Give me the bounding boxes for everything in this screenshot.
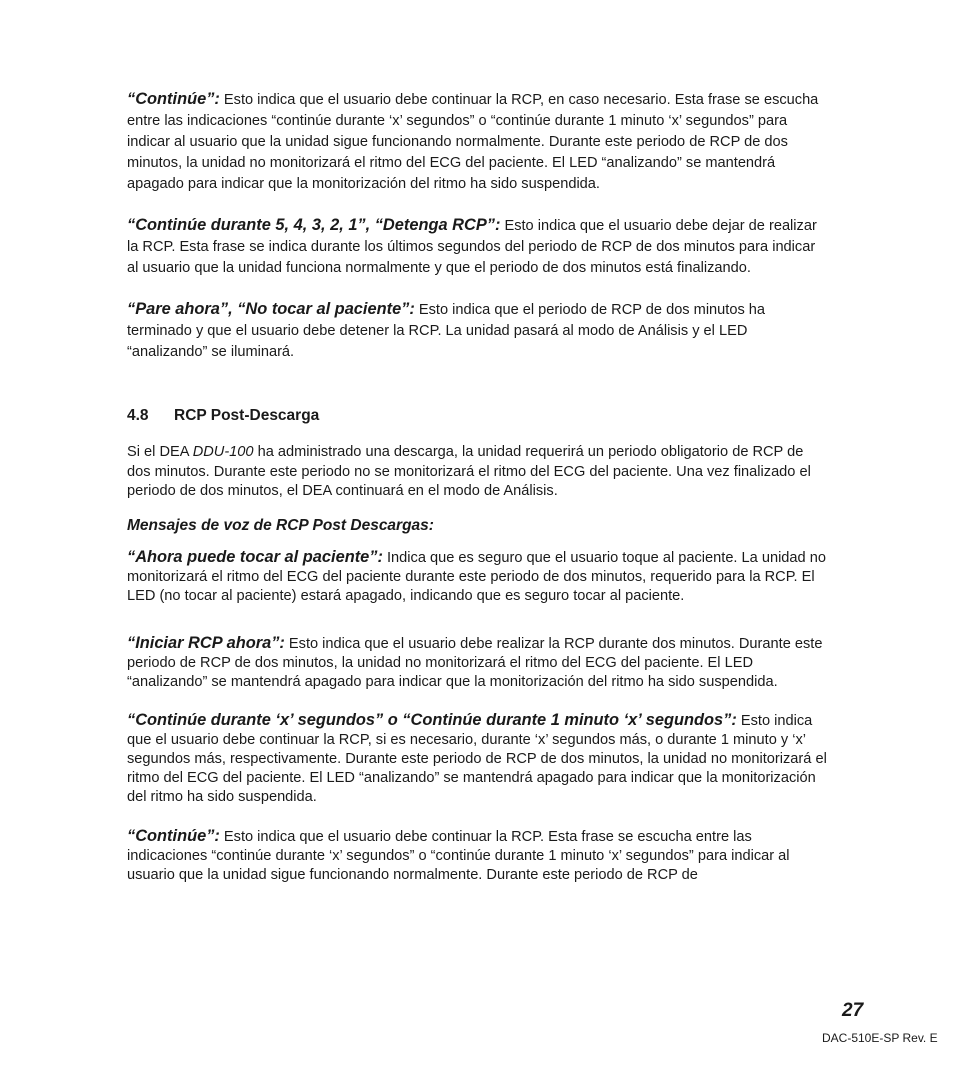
document-id: DAC-510E-SP Rev. E <box>822 1031 938 1045</box>
voice-messages-subheading: Mensajes de voz de RCP Post Descargas: <box>127 516 434 534</box>
paragraph-text: Indica que es seguro que el usuario toque al paciente. La unidad no monitorizará el ritmo del ECG del paciente durante este periodo de dos minutos, requerido para la RCP. El LED (no tocar al paciente) estará apagado, indicando que es seguro tocar al paciente. <box>127 549 826 604</box>
paragraph-heading: “Continúe durante 5, 4, 3, 2, 1”, “Detenga RCP”: <box>127 216 501 234</box>
section-title: RCP Post-Descarga <box>174 407 320 424</box>
paragraph-heading: “Continúe durante ‘x’ segundos” o “Continúe durante 1 minuto ‘x’ segundos”: <box>127 710 737 729</box>
paragraph-text: Esto indica que el usuario debe continuar la RCP, en caso necesario. Esta frase se escucha entre las indicaciones “continúe durante ‘x’ segundos” o “continúe durante 1 minuto ‘x’ segundos” para indicar al usuario que la unidad sigue funcionando normalmente. Durante este periodo de RCP de dos minutos, la unidad no monitorizará el ritmo del ECG del paciente. El LED “analizando” se mantendrá apagado para indicar que la monitorización del ritmo ha sido suspendida. <box>127 92 819 192</box>
intro-after: ha administrado una descarga, la unidad requerirá un periodo obligatorio de RCP de dos minutos. Durante este periodo no se monitorizará el ritmo del ECG del paciente. Una vez finalizado el periodo de dos minutos, el DEA continuará en el modo de Análisis. <box>127 444 811 499</box>
paragraph-heading: “Iniciar RCP ahora”: <box>127 633 285 652</box>
device-name: DDU-100 <box>192 444 254 460</box>
paragraph-continue <box>127 89 827 195</box>
page-content <box>127 89 827 885</box>
paragraph-start-cpr-now <box>127 634 827 692</box>
paragraph-countdown-stop-cpr <box>127 215 827 279</box>
paragraph-heading: “Ahora puede tocar al paciente”: <box>127 547 383 566</box>
intro-before: Si el DEA <box>127 444 193 460</box>
section-intro <box>127 443 827 502</box>
section-number: 4.8 <box>127 407 149 424</box>
paragraph-heading: “Continúe”: <box>127 90 220 108</box>
paragraph-can-touch-patient <box>127 548 827 606</box>
section-heading <box>127 405 827 426</box>
paragraph-text: Esto indica que el periodo de RCP de dos minutos ha terminado y que el usuario debe detener la RCP. La unidad pasará al modo de Análisis y el LED “analizando” se iluminará. <box>127 302 766 360</box>
paragraph-continue-2 <box>127 827 827 885</box>
paragraph-text: Esto indica que el usuario debe realizar la RCP durante dos minutos. Durante este periodo de RCP de dos minutos, la unidad no monitorizará el ritmo del ECG del paciente. El LED “analizando” se mantendrá apagado para indicar que la monitorización del ritmo ha sido suspendida. <box>127 635 823 690</box>
paragraph-heading: “Pare ahora”, “No tocar al paciente”: <box>127 300 415 318</box>
paragraph-continue-seconds <box>127 711 827 807</box>
paragraph-stop-now <box>127 299 827 363</box>
page-number: 27 <box>842 1000 864 1021</box>
paragraph-heading: “Continúe”: <box>127 826 220 845</box>
paragraph-text: Esto indica que el usuario debe continuar la RCP, si es necesario, durante ‘x’ segundos más, o durante 1 minuto y ‘x’ segundos más, respectivamente. Durante este periodo de RCP de dos minutos, la unidad no monitorizará el ritmo del ECG del paciente. El LED “analizando” se mantendrá apagado para indicar que la monitorización del ritmo ha sido suspendida. <box>127 712 827 805</box>
paragraph-text: Esto indica que el usuario debe continuar la RCP. Esta frase se escucha entre las indicaciones “continúe durante ‘x’ segundos” o “continúe durante 1 minuto ‘x’ segundos” para indicar al usuario que la unidad sigue funcionando normalmente. Durante este periodo de RCP de <box>127 828 790 883</box>
paragraph-text: Esto indica que el usuario debe dejar de realizar la RCP. Esta frase se indica durante los últimos segundos del periodo de RCP de dos minutos para indicar al usuario que la unidad funciona normalmente y que el periodo de dos minutos está finalizando. <box>127 218 817 276</box>
